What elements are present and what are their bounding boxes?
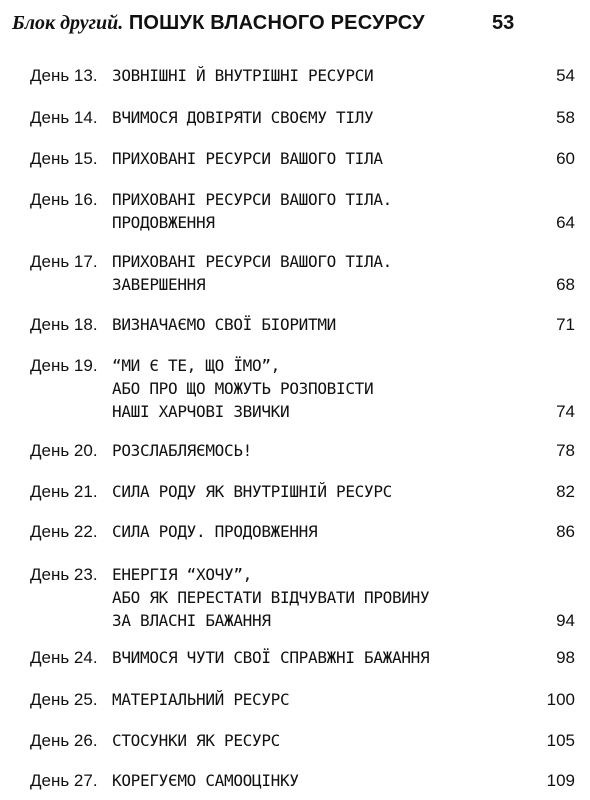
toc-entry-title: [112, 769, 512, 792]
toc-entry-title-line: ВЧИМОСЯ ДОВІРЯТИ СВОЄМУ ТІЛУ: [112, 108, 374, 127]
toc-entry-page-number: 105: [546, 731, 575, 750]
toc-entry-title-line: ЗАВЕРШЕННЯ: [112, 275, 206, 294]
toc-entry-day: День 17.: [30, 252, 98, 271]
toc-entry-page-number: 98: [556, 648, 575, 667]
toc-entry-day: День 21.: [30, 482, 98, 501]
toc-entry-page-number: 74: [556, 402, 575, 421]
toc-entry-day: День 23.: [30, 565, 98, 584]
toc-entry-title: [112, 147, 512, 170]
toc-entry-title-line: СИЛА РОДУ. ПРОДОВЖЕННЯ: [112, 522, 318, 541]
toc-entry-title-line: НАШІ ХАРЧОВІ ЗВИЧКИ: [112, 402, 290, 421]
toc-entry-page-number: 71: [556, 315, 575, 334]
toc-entry-title: [112, 646, 512, 669]
toc-entry-day: День 18.: [30, 315, 98, 334]
toc-entry-title: [112, 480, 512, 503]
block-label: Блок другий.: [12, 12, 124, 34]
toc-entry-title-line: ЗОВНІШНІ Й ВНУТРІШНІ РЕСУРСИ: [112, 66, 374, 85]
toc-entry-day: День 27.: [30, 771, 98, 790]
toc-entry-title-line: ВЧИМОСЯ ЧУТИ СВОЇ СПРАВЖНІ БАЖАННЯ: [112, 648, 430, 667]
toc-entry-title: [112, 520, 512, 543]
toc-entry-title-line: АБО ПРО ЩО МОЖУТЬ РОЗПОВІСТИ: [112, 379, 374, 398]
toc-entry-day: День 15.: [30, 149, 98, 168]
toc-entry-day: День 26.: [30, 731, 98, 750]
toc-entry-title-line: ПРИХОВАНІ РЕСУРСИ ВАШОГО ТІЛА: [112, 149, 383, 168]
toc-entry-title-line: РОЗСЛАБЛЯЄМОСЬ!: [112, 441, 252, 460]
toc-entry-title: [112, 313, 512, 336]
toc-entry-title-line: МАТЕРІАЛЬНИЙ РЕСУРС: [112, 690, 290, 709]
block-heading: [12, 12, 532, 40]
toc-entry-title: [112, 188, 512, 234]
toc-entry-page-number: 60: [556, 149, 575, 168]
toc-entry-page-number: 109: [546, 771, 575, 790]
toc-entry-title: [112, 729, 512, 752]
toc-entry-page-number: 94: [556, 611, 575, 630]
toc-entry-title: [112, 250, 512, 296]
toc-entry-title-line: “МИ Є ТЕ, ЩО ЇМО”,: [112, 356, 280, 375]
toc-entry-day: День 14.: [30, 108, 98, 127]
block-title: ПОШУК ВЛАСНОГО РЕСУРСУ: [128, 12, 425, 34]
toc-entry-title: [112, 106, 512, 129]
toc-entry-title: [112, 439, 512, 462]
toc-entry-title-line: ЗА ВЛАСНІ БАЖАННЯ: [112, 611, 271, 630]
toc-entry-title: [112, 563, 512, 632]
toc-entry-title-line: ЕНЕРГІЯ “ХОЧУ”,: [112, 565, 252, 584]
toc-entry-day: День 19.: [30, 356, 98, 375]
toc-entry-day: День 22.: [30, 522, 98, 541]
toc-entry-day: День 16.: [30, 190, 98, 209]
toc-entry-title-line: ВИЗНАЧАЄМО СВОЇ БІОРИТМИ: [112, 315, 336, 334]
toc-entry-title: [112, 64, 512, 87]
toc-entry-page-number: 82: [556, 482, 575, 501]
toc-entry-page-number: 68: [556, 275, 575, 294]
toc-entry-title-line: СТОСУНКИ ЯК РЕСУРС: [112, 731, 280, 750]
toc-entry-title: [112, 354, 512, 423]
toc-entry-title-line: АБО ЯК ПЕРЕСТАТИ ВІДЧУВАТИ ПРОВИНУ: [112, 588, 430, 607]
toc-entry-title-line: ПРОДОВЖЕННЯ: [112, 213, 215, 232]
toc-entry-title-line: СИЛА РОДУ ЯК ВНУТРІШНІЙ РЕСУРС: [112, 482, 392, 501]
toc-entry-page-number: 86: [556, 522, 575, 541]
toc-entry-day: День 24.: [30, 648, 98, 667]
toc-entry-page-number: 100: [546, 690, 575, 709]
toc-entry-title-line: ПРИХОВАНІ РЕСУРСИ ВАШОГО ТІЛА.: [112, 252, 392, 271]
toc-entry-title: [112, 688, 512, 711]
toc-entry-title-line: ПРИХОВАНІ РЕСУРСИ ВАШОГО ТІЛА.: [112, 190, 392, 209]
toc-entry-page-number: 54: [556, 66, 575, 85]
block-page-number: 53: [492, 12, 515, 34]
toc-entry-page-number: 58: [556, 108, 575, 127]
toc-entry-page-number: 64: [556, 213, 575, 232]
toc-entry-title-line: КОРЕГУЄМО САМООЦІНКУ: [112, 771, 299, 790]
toc-entry-day: День 13.: [30, 66, 98, 85]
toc-entry-day: День 25.: [30, 690, 98, 709]
toc-entry-day: День 20.: [30, 441, 98, 460]
toc-entry-page-number: 78: [556, 441, 575, 460]
